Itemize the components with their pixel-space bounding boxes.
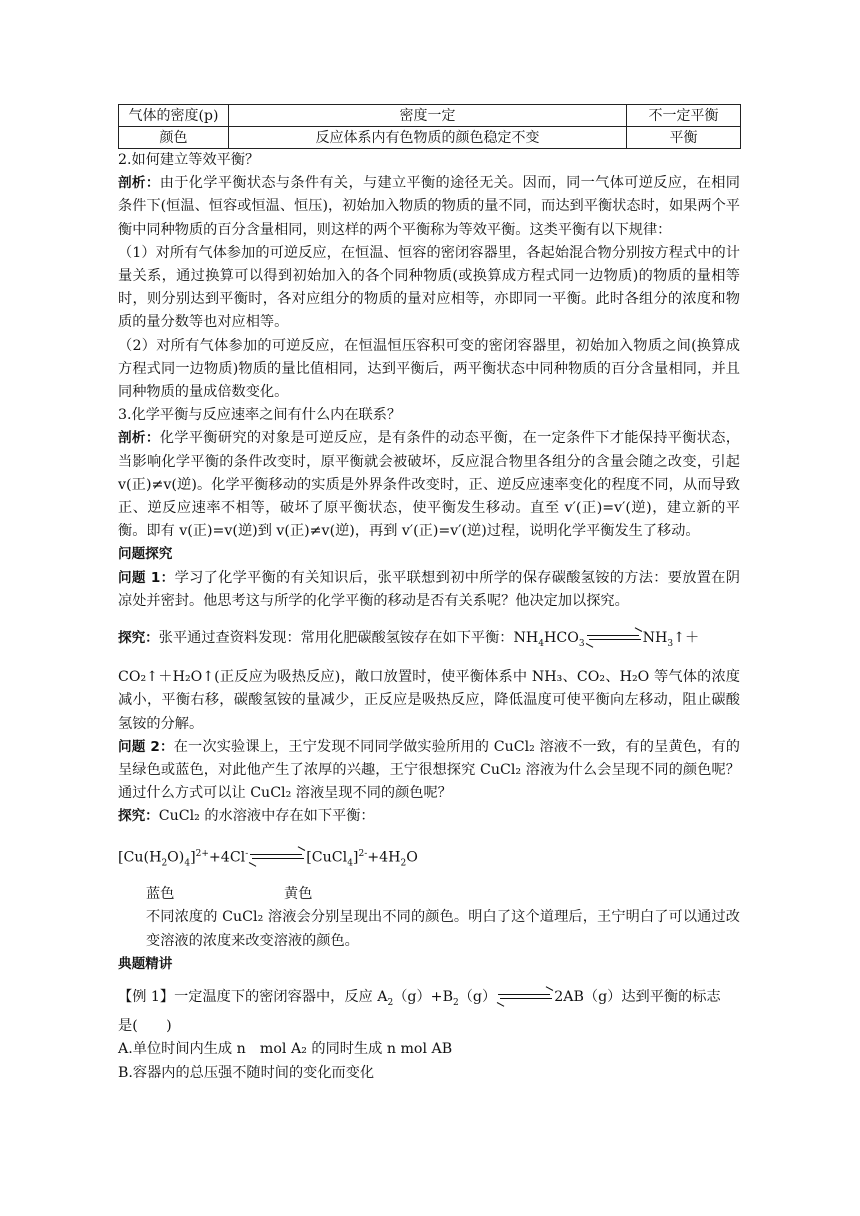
example-1-tail: 是( ) bbox=[118, 1018, 172, 1035]
reversible-arrow-icon bbox=[496, 992, 554, 1002]
color-blue-label: 蓝色 bbox=[146, 886, 175, 903]
color-yellow-label: 黄色 bbox=[284, 886, 313, 903]
question-3-analysis bbox=[118, 427, 740, 543]
problem-2 bbox=[118, 736, 740, 806]
problem-label: 问题 2： bbox=[118, 738, 174, 755]
problem-text: 学习了化学平衡的有关知识后，张平联想到初中所学的保存碳酸氢铵的方法：要放置在阴凉处并密封。他思考这与所学的化学平衡的移动是否有关系呢？他决定加以探究。 bbox=[118, 569, 740, 609]
problem-text: 在一次实验课上，王宁发现不同同学做实验所用的 CuCl₂ 溶液不一致，有的呈黄色，有的呈绿色或蓝色，对此他产生了浓厚的兴趣，王宁很想探究 CuCl₂ 溶液为什么会呈现不同的颜色呢？通过什么方式可以让 CuCl₂ 溶液呈现不同的颜色呢？ bbox=[118, 738, 740, 802]
exploration-1: 探究：张平通过查资料发现：常用化肥碳酸氢铵存在如下平衡：$NH_4HCO_3$ $NH_3↑+$ bbox=[118, 627, 740, 656]
examples-heading: 典题精讲 bbox=[118, 955, 173, 972]
exploration-label: 探究： bbox=[118, 808, 159, 825]
analysis-text: 化学平衡研究的对象是可逆反应，是有条件的动态平衡，在一定条件下才能保持平衡状态，当影响化学平衡的条件改变时，原平衡就会被破坏，反应混合物里各组分的含量会随之改变，引起 v(正)≠v(逆)。化学平衡移动的实质是外界条件改变时，正、逆反应速率变化的程度不同，从而导致正、逆反应速率不相等，破坏了原平衡状态，使平衡发生移动。直至 v′(正)=v′(逆)，建立新的平衡。即有 v(正)=v(逆)到 v(正)≠v(逆)，再到 v′(正)=v′(逆)过程，说明化学平衡发生了移动。 bbox=[118, 430, 740, 540]
exploration-1-cont: CO₂↑＋H₂O↑(正反应为吸热反应)，敞口放置时，使平衡体系中 NH₃、CO₂、H₂O 等气体的浓度减小，平衡右移，碳酸氢铵的量减少，正反应是吸热反应，降低温度可使平衡向左移动，阻止碳酸氢铵的分解。 bbox=[118, 669, 740, 732]
question-2-analysis bbox=[118, 172, 740, 242]
analysis-label: 剖析： bbox=[118, 430, 160, 447]
option-a: A.单位时间内生成 n mol A₂ 的同时生成 n mol AB bbox=[118, 1041, 453, 1058]
example-1: 【例 1】一定温度下的密闭容器中，反应 $A_2(g)+B_2(g)$ 2AB（g）达到平衡的标志 bbox=[118, 986, 740, 1015]
exploration-2 bbox=[118, 805, 740, 828]
table-cell: 气体的密度(p) bbox=[119, 105, 229, 127]
reversible-arrow-icon bbox=[248, 852, 306, 862]
analysis-text: 由于化学平衡状态与条件有关，与建立平衡的途径无关。因而，同一气体可逆反应，在相同条件下(恒温、恒容或恒温、恒压)，初始加入物质的物质的量不同，而达到平衡状态时，如果两个平衡中同种物质的百分含量相同，则这样的两个平衡称为等效平衡。这类平衡有以下规律： bbox=[118, 175, 740, 238]
rule-1: （1）对所有气体参加的可逆反应，在恒温、恒容的密闭容器里，各起始混合物分别按方程式中的计量关系，通过换算可以得到初始加入的各个同种物质(或换算成方程式同一边物质)的物质的量相等时，则分别达到平衡时，各对应组分的物质的量对应相等，亦即同一平衡。此时各组分的浓度和物质的量分数等也对应相等。 bbox=[118, 244, 740, 331]
table-row bbox=[119, 105, 741, 127]
exploration-label: 探究： bbox=[118, 630, 159, 647]
table-row bbox=[119, 127, 741, 149]
problem-1 bbox=[118, 567, 740, 613]
question-3-title: 3.化学平衡与反应速率之间有什么内在联系？ bbox=[118, 407, 402, 424]
option-b: B.容器内的总压强不随时间的变化而变化 bbox=[118, 1064, 375, 1081]
rule-2: （2）对所有气体参加的可逆反应，在恒温恒压容积可变的密闭容器里，初始加入物质之间(换算成方程式同一边物质)物质的量比值相同，达到平衡后，两平衡状态中同种物质的百分含量相同，并且同种物质的量成倍数变化。 bbox=[118, 337, 740, 401]
problem-label: 问题 1： bbox=[118, 569, 175, 586]
example-text: 【例 1】一定温度下的密闭容器中，反应 A bbox=[118, 989, 388, 1006]
question-2-title: 2.如何建立等效平衡？ bbox=[118, 152, 260, 168]
analysis-label: 剖析： bbox=[118, 175, 160, 192]
table-cell: 不一定平衡 bbox=[627, 105, 741, 127]
color-labels bbox=[118, 883, 740, 906]
table-cell: 密度一定 bbox=[229, 105, 627, 127]
table-cell: 平衡 bbox=[627, 127, 741, 149]
exploration-text: CuCl₂ 的水溶液中存在如下平衡： bbox=[158, 808, 375, 825]
table-cell: 颜色 bbox=[119, 127, 229, 149]
exploration-heading: 问题探究 bbox=[118, 546, 173, 563]
exploration-text: 张平通过查资料发现：常用化肥碳酸氢铵存在如下平衡：NH bbox=[158, 630, 539, 647]
table-cell: 反应体系内有色物质的颜色稳定不变 bbox=[229, 127, 627, 149]
equilibrium-criteria-table bbox=[118, 104, 741, 149]
exploration-conclusion: 不同浓度的 CuCl₂ 溶液会分别呈现出不同的颜色。明白了这个道理后，王宁明白了可以通过改变溶液的浓度来改变溶液的颜色。 bbox=[146, 909, 740, 949]
cucl2-equation: $[Cu(H_2O)_4]^{2+}+4Cl^-$ $[CuCl_4]^{2-}+4H_2O$ bbox=[118, 848, 418, 869]
document-page bbox=[118, 104, 740, 1085]
reversible-arrow-icon bbox=[585, 633, 643, 643]
